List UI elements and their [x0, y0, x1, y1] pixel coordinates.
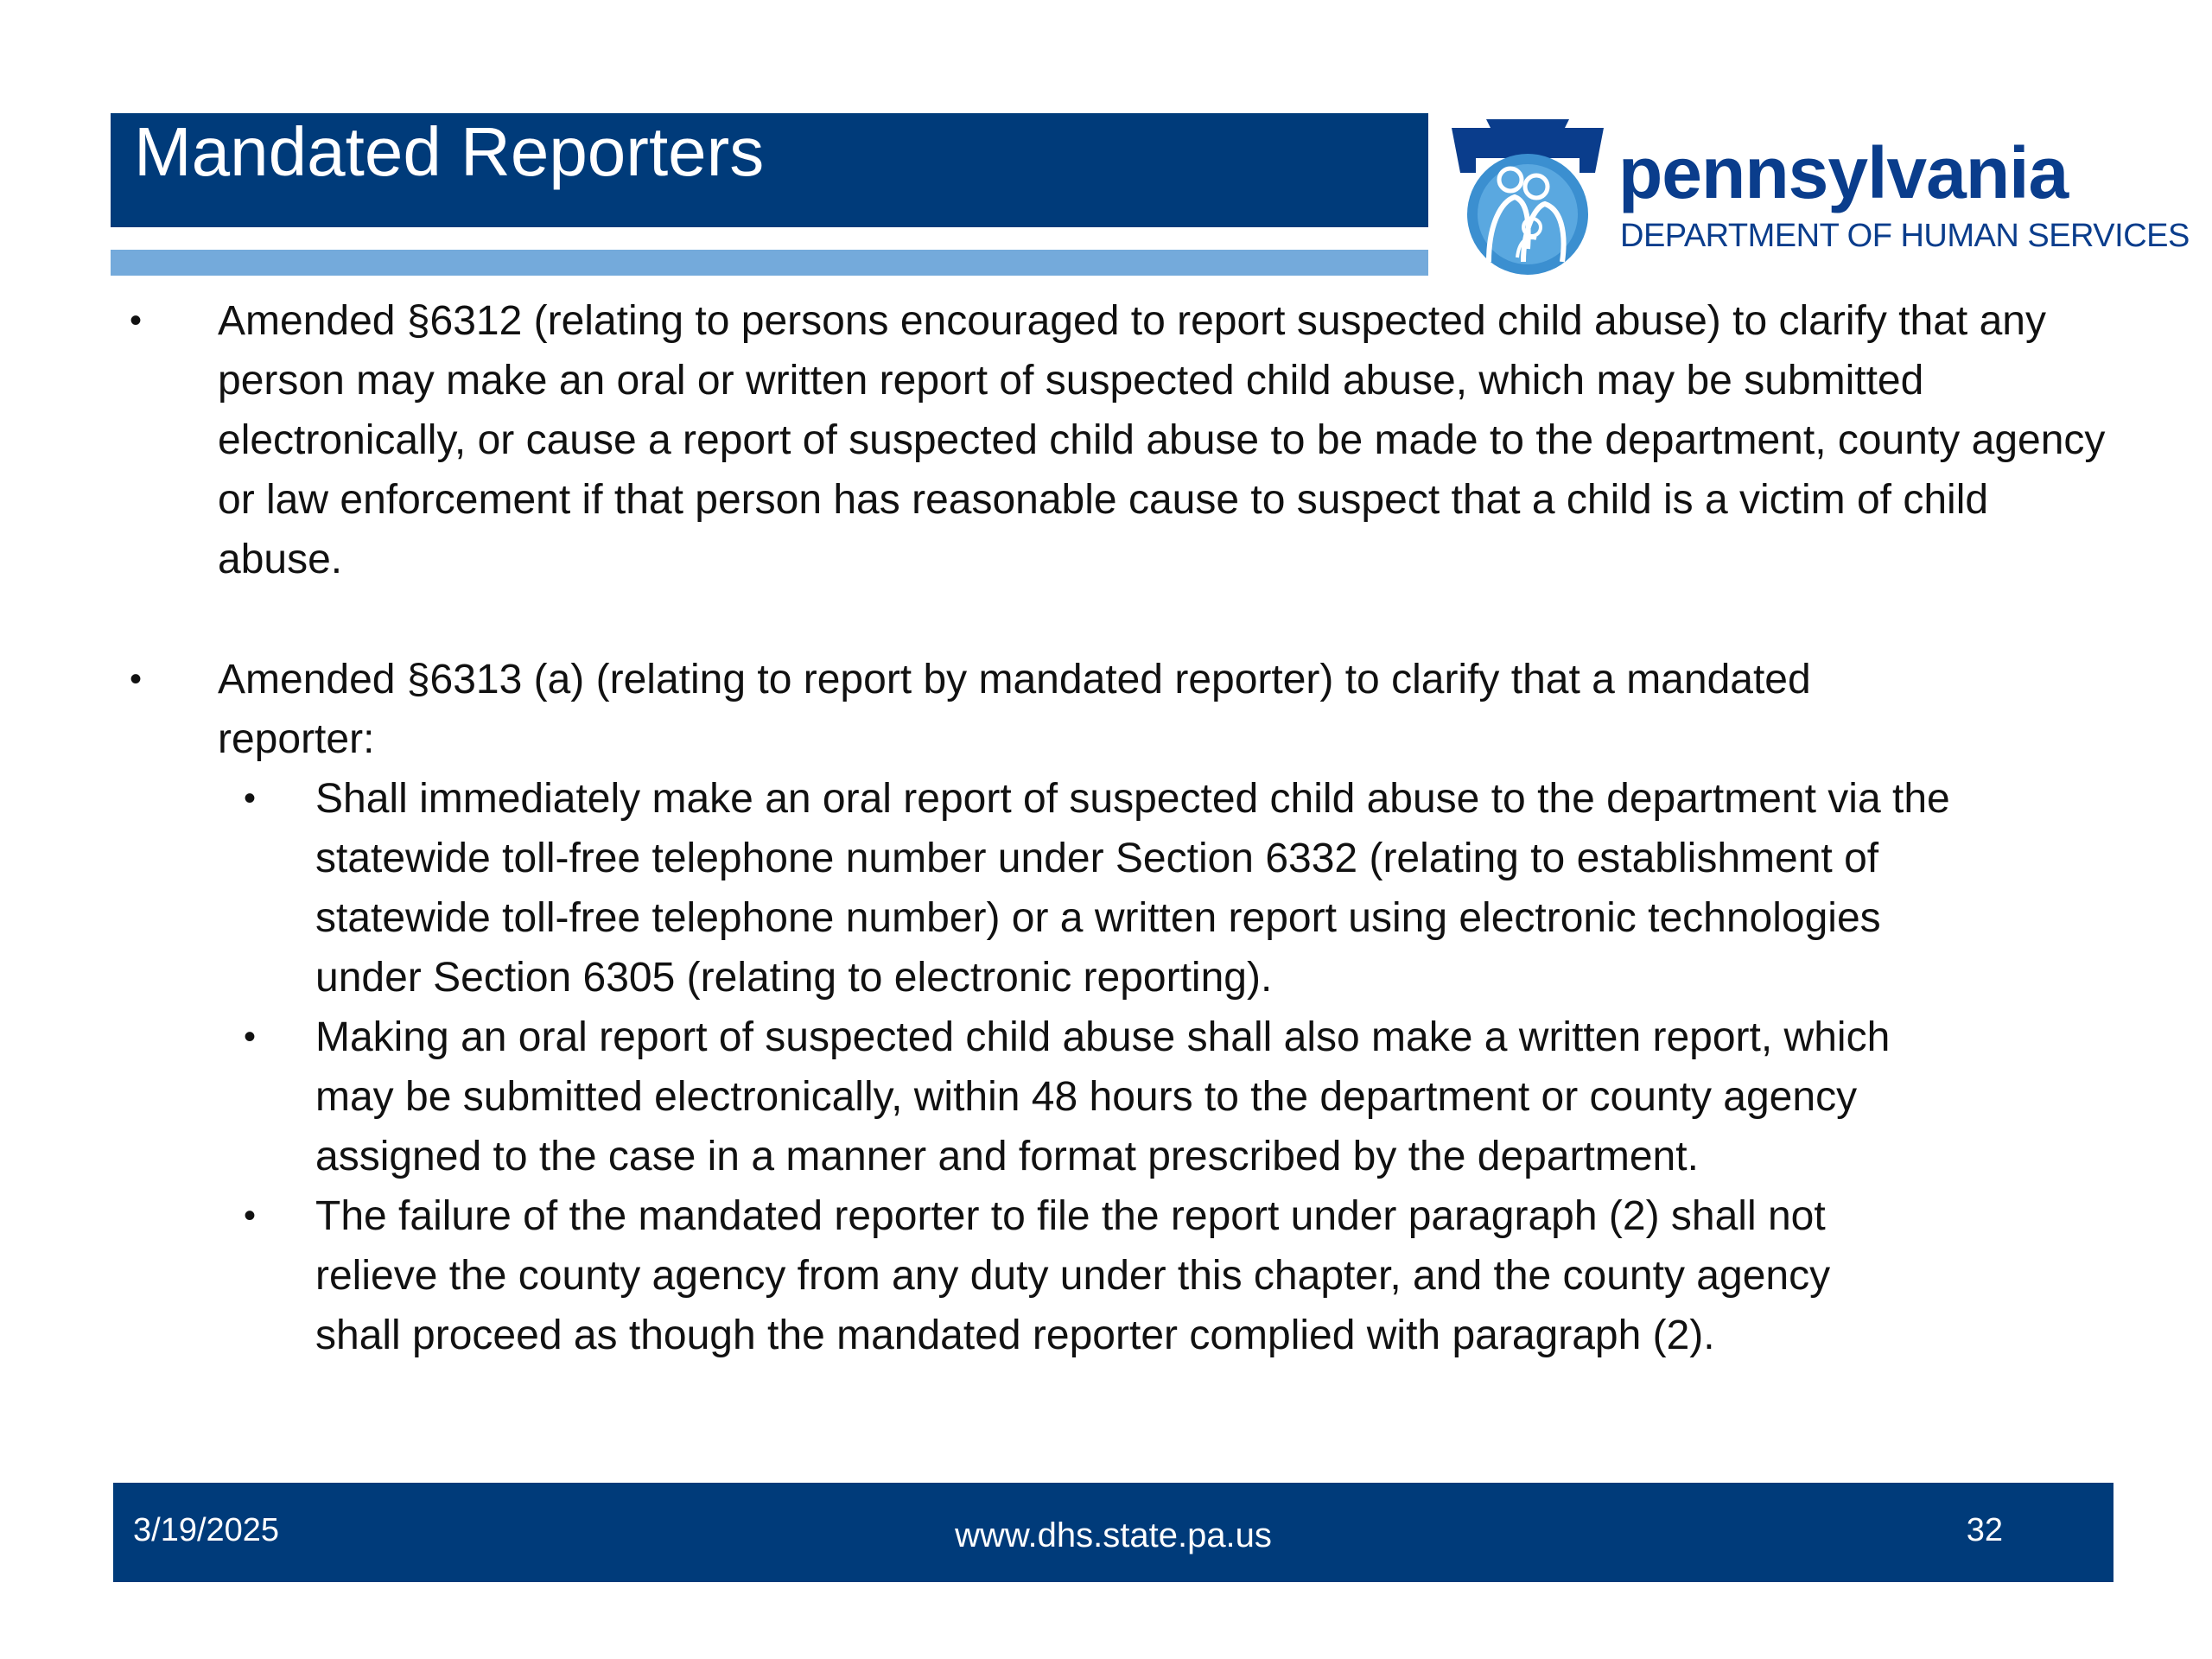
title-bar: [111, 113, 1428, 227]
footer-bar: [113, 1483, 2113, 1582]
logo-state-name: pennsylvania: [1618, 132, 2069, 213]
footer-date: 3/19/2025: [133, 1512, 280, 1548]
subbullet-text-oral-report: Shall immediately make an oral report of suspected child abuse to the department via the statewide toll-free telephone number under Section 6332 (relating to establishment of statewide toll-free telephone number) or a written report using electronic technologies under Section 6305 (relating to electronic reporting).: [315, 776, 1950, 1001]
bullet-text-6313: Amended §6313 (a) (relating to report by mandated reporter) to clarify that a mandated reporter:: [218, 657, 1811, 762]
subbullet-text-written-report: Making an oral report of suspected child abuse shall also make a written report, which may be submitted electronically, within 48 hours to the department or county agency assigned to the case in a manner and format prescribed by the department.: [315, 1014, 1891, 1179]
dhs-logo: [1450, 119, 2190, 275]
subbullet-text-failure-to-file: The failure of the mandated reporter to file the report under paragraph (2) shall not relieve the county agency from any duty under this chapter, and the county agency shall proceed as though the mandated reporter complied with paragraph (2).: [315, 1193, 1831, 1358]
slide-title: Mandated Reporters: [134, 113, 765, 190]
subbullet-marker: •: [244, 1018, 257, 1056]
bullet-marker: •: [130, 660, 143, 698]
page-number: 32: [1966, 1512, 2003, 1548]
keystone-family-icon: [1450, 119, 1605, 275]
bullet-text-6312: Amended §6312 (relating to persons encouraged to report suspected child abuse) to clarify that any person may make an oral or written report of suspected child abuse, which may be submitted electronically, or cause a report of suspected child abuse to be made to the department, county agency or law enforcement if that person has reasonable cause to suspect that a child is a victim of child abuse.: [218, 298, 2106, 582]
subbullet-marker: •: [244, 1197, 257, 1235]
bullet-marker: •: [130, 302, 143, 340]
subbullet-marker: •: [244, 779, 257, 817]
title-underline-stripe: [111, 250, 1428, 276]
footer-website-link[interactable]: www.dhs.state.pa.us: [955, 1516, 1272, 1554]
logo-department-name: DEPARTMENT OF HUMAN SERVICES: [1620, 218, 2190, 254]
